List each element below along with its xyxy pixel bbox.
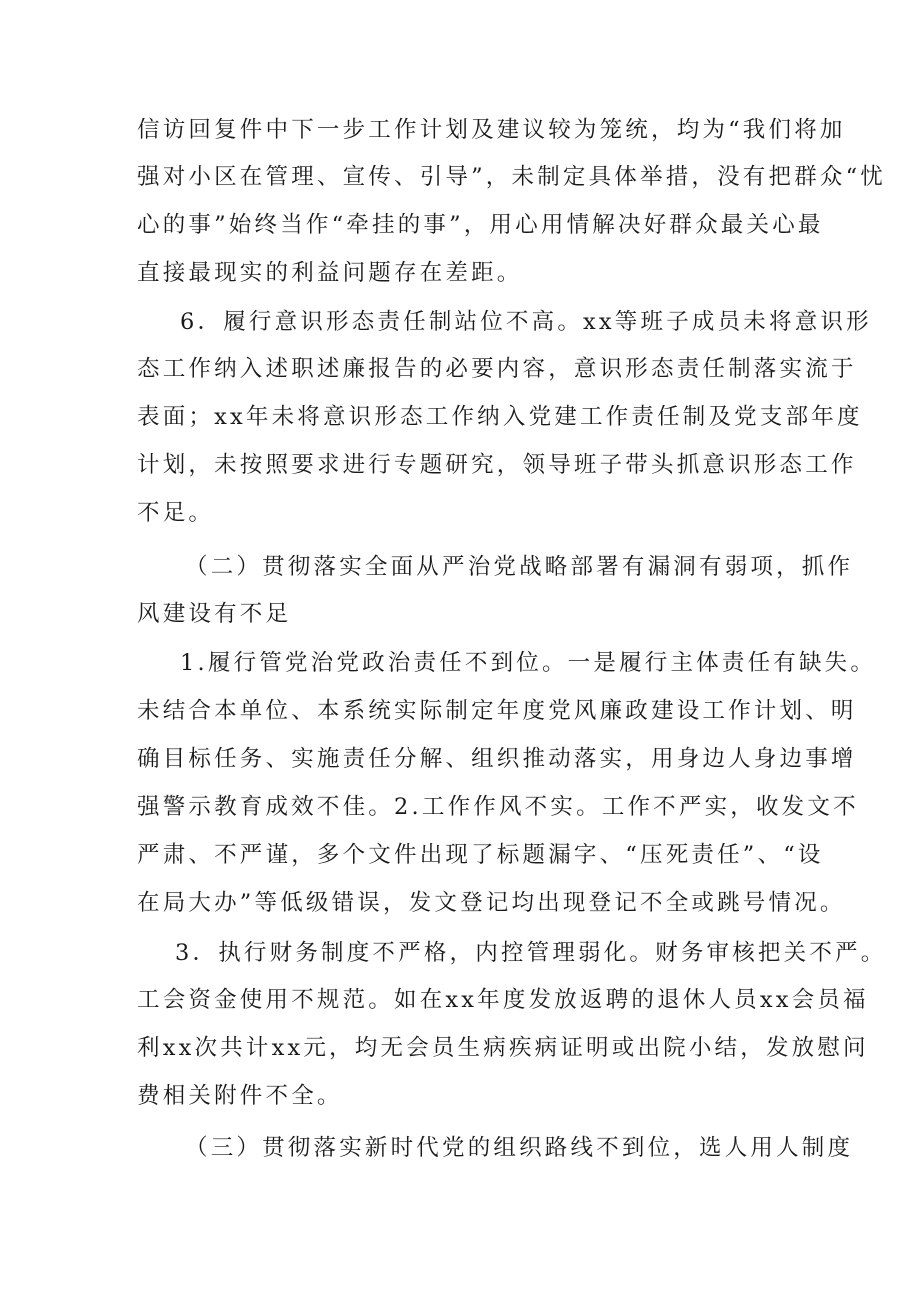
text-line-14: 确目标任务、实施责任分解、组织推动落实，用身边人身边事增 — [137, 746, 857, 772]
text-line-4: 直接最现实的利益问题存在差距。 — [137, 260, 523, 286]
text-line-1: 信访回复件中下一步工作计划及建议较为笼统，均为“我们将加 — [137, 117, 846, 143]
text-line-11: 风建设有不足 — [137, 601, 292, 627]
text-line-20: 利xx次共计xx元，均无会员生病疾病证明或出院小结，发放慰问 — [137, 1035, 869, 1061]
text-line-21: 费相关附件不全。 — [137, 1083, 343, 1109]
text-line-12: 1.履行管党治党政治责任不到位。一是履行主体责任有缺失。 — [180, 650, 877, 676]
text-line-17: 在局大办”等低级错误，发文登记均出现登记不全或跳号情况。 — [137, 890, 846, 916]
text-line-15: 强警示教育成效不佳。2.工作作风不实。工作不严实，收发文不 — [137, 794, 859, 820]
text-line-7: 表面；xx年未将意识形态工作纳入党建工作责任制及党支部年度 — [137, 404, 863, 430]
text-line-3: 心的事”始终当作“牵挂的事”，用心用情解决好群众最关心最 — [137, 212, 824, 238]
text-line-5: 6．履行意识形态责任制站位不高。xx等班子成员未将意识形 — [180, 309, 872, 335]
text-line-9: 不足。 — [137, 500, 215, 526]
text-line-6: 态工作纳入述职述廉报告的必要内容，意识形态责任制落实流于 — [137, 356, 857, 382]
text-line-19: 工会资金使用不规范。如在xx年度发放返聘的退休人员xx会员福 — [137, 987, 869, 1013]
text-line-2: 强对小区在管理、宣传、引导”，未制定具体举措，没有把群众“忧 — [137, 164, 887, 190]
heading-section-2: （二）贯彻落实全面从严治党战略部署有漏洞有弱项，抓作 — [185, 554, 854, 580]
text-line-13: 未结合本单位、本系统实际制定年度党风廉政建设工作计划、明 — [137, 698, 857, 724]
text-line-16: 严肃、不严谨，多个文件出现了标题漏字、“压死责任”、“设 — [137, 842, 824, 868]
heading-section-3: （三）贯彻落实新时代党的组织路线不到位，选人用人制度 — [185, 1135, 854, 1161]
text-line-8: 计划，未按照要求进行专题研究，领导班子带头抓意识形态工作 — [137, 452, 857, 478]
text-line-18: 3．执行财务制度不严格，内控管理弱化。财务审核把关不严。 — [175, 940, 887, 966]
